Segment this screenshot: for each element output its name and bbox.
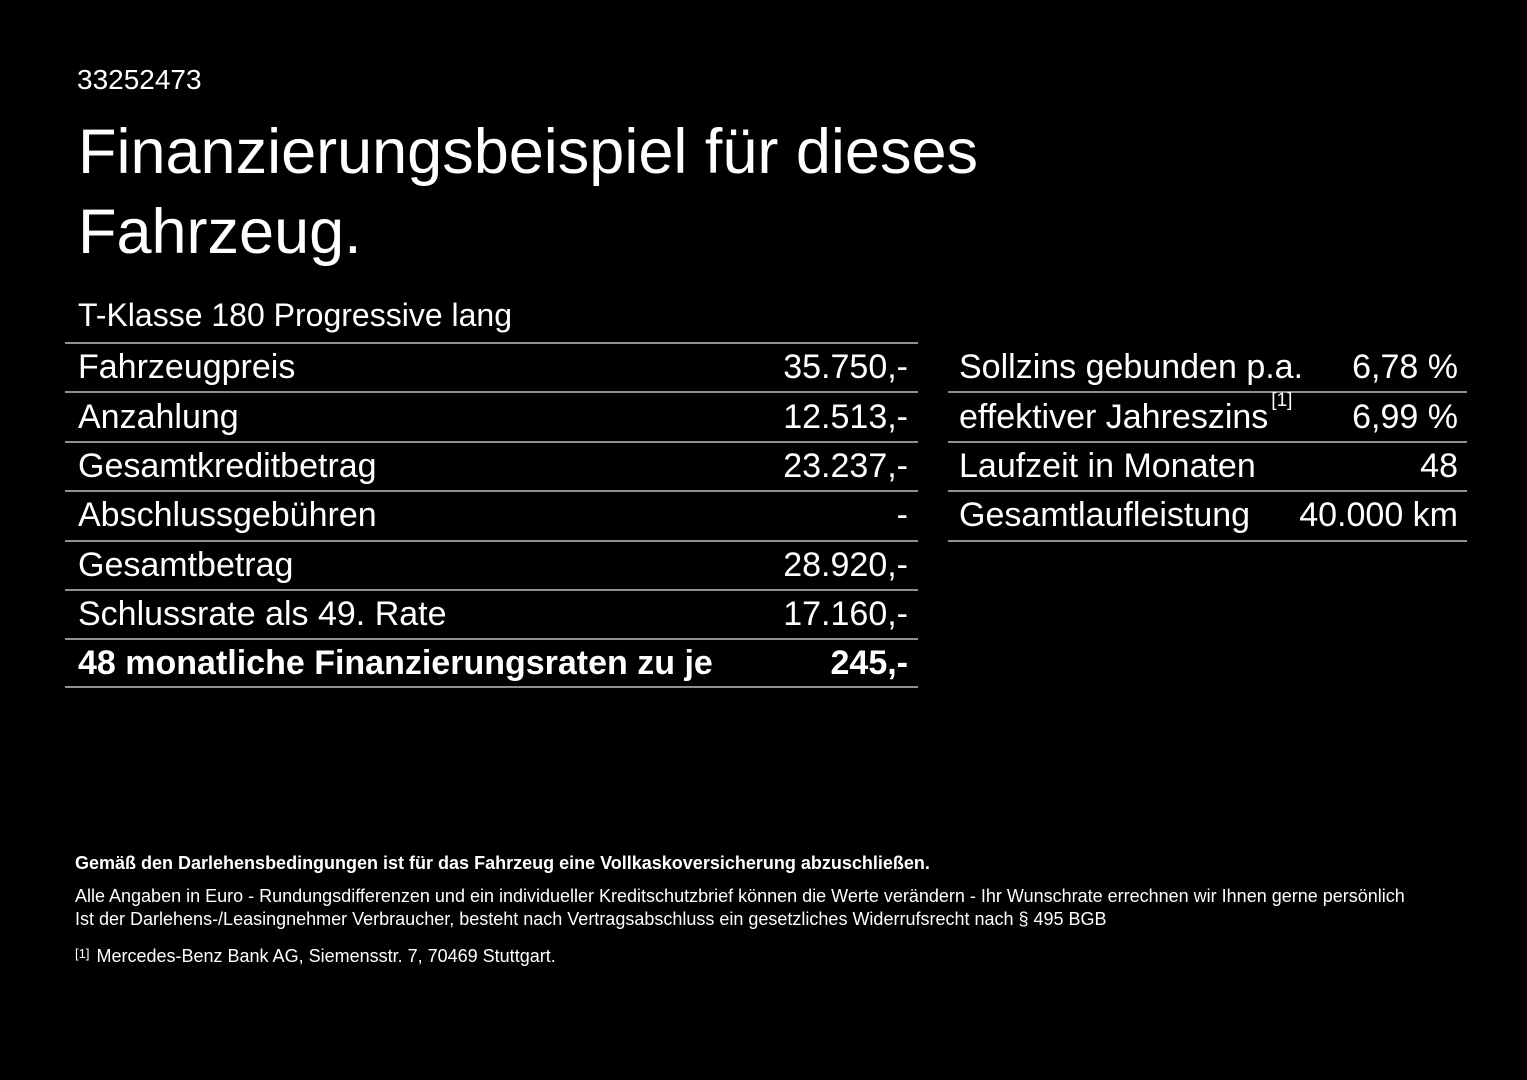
footer-footnote (75, 946, 1475, 968)
footnote-text: Mercedes-Benz Bank AG, Siemensstr. 7, 70469 Stuttgart. (96, 946, 556, 966)
finance-row-gesamtkreditbetrag (65, 441, 918, 490)
row-label (959, 390, 1293, 437)
conditions-row-laufzeit (948, 443, 1467, 492)
conditions-row-effektiver-jahreszins (948, 390, 1467, 442)
row-value: 6,78 % (1352, 348, 1458, 387)
row-label: Sollzins gebunden p.a. (959, 348, 1304, 387)
row-value: 17.160,- (783, 595, 908, 634)
finance-row-gesamtbetrag (65, 540, 918, 589)
finance-row-anzahlung (65, 391, 918, 440)
document-id: 33252473 (77, 64, 202, 95)
row-label: Gesamtkreditbetrag (78, 446, 377, 485)
conditions-row-gesamtlaufleistung (948, 492, 1467, 541)
row-label-text: effektiver Jahreszins (959, 397, 1269, 436)
finance-row-abschlussgebuehren (65, 490, 918, 539)
row-value: 28.920,- (783, 545, 908, 584)
finance-row-fahrzeugpreis (65, 342, 918, 391)
conditions-table (948, 344, 1467, 542)
footnote-ref-marker: [1] (1271, 390, 1293, 412)
row-label: Schlussrate als 49. Rate (78, 595, 447, 634)
row-value: 48 (1420, 446, 1458, 485)
page-title: Finanzierungsbeispiel für dieses Fahrzeug. (78, 117, 978, 267)
conditions-row-sollzins (948, 344, 1467, 393)
row-value: 12.513,- (783, 397, 908, 436)
finance-table (65, 342, 918, 688)
row-value: 40.000 km (1299, 496, 1458, 535)
row-value: 35.750,- (783, 348, 908, 387)
row-label: Gesamtlaufleistung (959, 496, 1251, 535)
row-label: Laufzeit in Monaten (959, 446, 1256, 485)
finance-row-monatsrate (65, 638, 918, 687)
row-label: Fahrzeugpreis (78, 348, 296, 387)
row-value: 6,99 % (1352, 397, 1458, 436)
row-label: Abschlussgebühren (78, 496, 377, 535)
row-label: 48 monatliche Finanzierungsraten zu je (78, 643, 713, 682)
footer-insurance-notice: Gemäß den Darlehensbedingungen ist für das Fahrzeug eine Vollkaskoversicherung abzuschließen. (75, 853, 930, 873)
footnote-marker: [1] (75, 946, 90, 961)
footer-widerrufsrecht-notice: Ist der Darlehens-/Leasingnehmer Verbraucher, besteht nach Vertragsabschluss ein gesetzliches Widerrufsrecht nach § 495 BGB (75, 909, 1107, 929)
vehicle-model-subtitle: T-Klasse 180 Progressive lang (78, 297, 512, 333)
row-value: - (896, 496, 908, 535)
row-label: Anzahlung (78, 397, 239, 436)
row-label: Gesamtbetrag (78, 545, 294, 584)
footer-euro-notice: Alle Angaben in Euro - Rundungsdifferenzen und ein individueller Kreditschutzbrief können die Werte verändern - Ihr Wunschrate errechnen wir Ihnen gerne persönlich (75, 886, 1405, 906)
row-value: 23.237,- (783, 446, 908, 485)
row-value: 245,- (830, 643, 908, 682)
finance-row-schlussrate (65, 589, 918, 638)
legal-footer (75, 853, 1475, 968)
